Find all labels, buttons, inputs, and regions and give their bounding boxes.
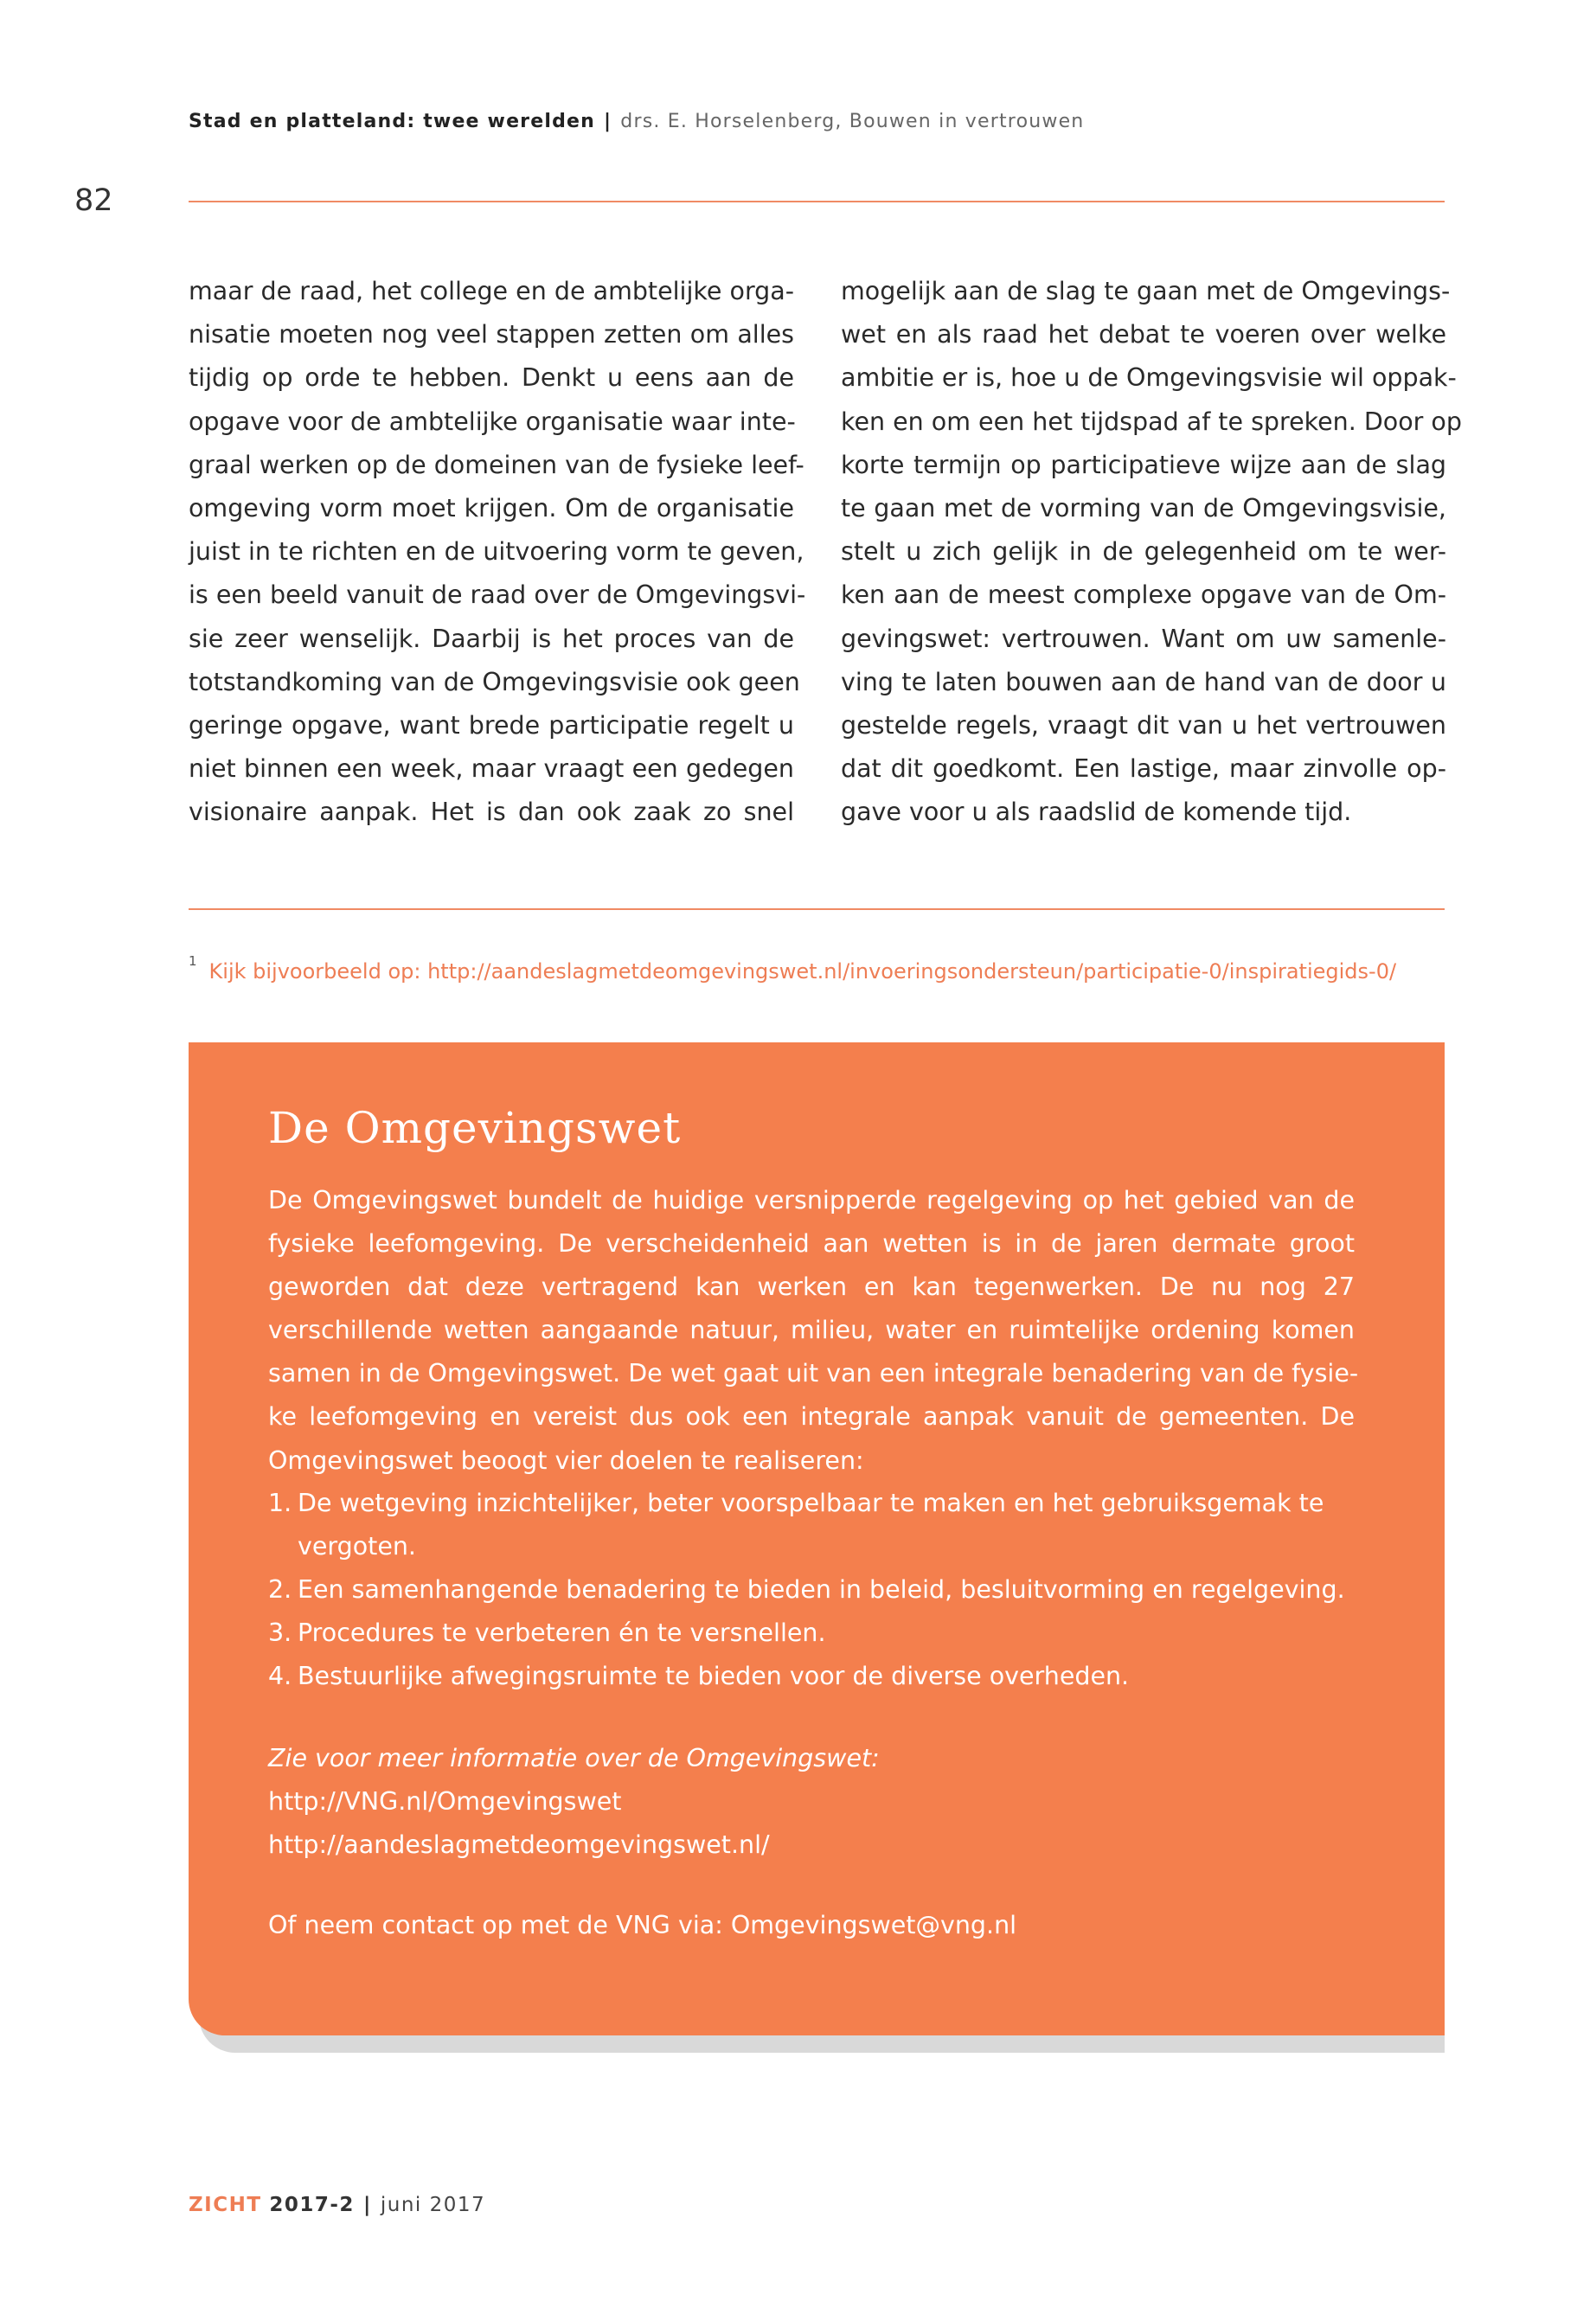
list-number: 3. bbox=[268, 1618, 292, 1648]
info-box bbox=[189, 1042, 1445, 2035]
left-line: visionaire aanpak. Het is dan ook zaak zo snel bbox=[189, 798, 794, 827]
footnote-rule bbox=[189, 908, 1445, 910]
list-text: De wetgeving inzichtelijker, beter voorspelbaar te maken en het gebruiksgemak te bbox=[298, 1489, 1324, 1517]
header-series: Stad en platteland: twee werelden bbox=[189, 111, 596, 132]
left-line: geringe opgave, want brede participatie regelt u bbox=[189, 711, 794, 740]
top-rule bbox=[189, 201, 1445, 202]
contact-line: Of neem contact op met de VNG via: Omgevingswet@vng.nl bbox=[268, 1911, 1017, 1939]
right-line: mogelijk aan de slag te gaan met de Omgevings- bbox=[841, 277, 1451, 305]
right-line: dat dit goedkomt. Een lastige, maar zinvolle op- bbox=[841, 754, 1446, 784]
box-body-line: De Omgevingswet bundelt de huidige versnipperde regelgeving op het gebied van de bbox=[268, 1186, 1355, 1215]
right-line: korte termijn op participatieve wijze aan de slag bbox=[841, 450, 1446, 479]
footnote-marker: 1 bbox=[189, 953, 197, 969]
left-line: nisatie moeten nog veel stappen zetten om alles bbox=[189, 320, 794, 349]
left-line: opgave voor de ambtelijke organisatie waar inte- bbox=[189, 407, 796, 436]
info-box-title: De Omgevingswet bbox=[268, 1103, 682, 1153]
right-line: wet en als raad het debat te voeren over welke bbox=[841, 320, 1446, 349]
page-number: 82 bbox=[74, 183, 113, 218]
footer-issue: 2017-2 bbox=[269, 2194, 355, 2216]
list-number: 2. bbox=[268, 1575, 292, 1605]
left-line: juist in te richten en de uitvoering vorm te geven, bbox=[189, 537, 804, 567]
footer-separator: | bbox=[362, 2194, 372, 2216]
list-number: 1. bbox=[268, 1489, 292, 1517]
list-text: Procedures te verbeteren én te versnellen. bbox=[298, 1618, 826, 1648]
left-line: sie zeer wenselijk. Daarbij is het proces van de bbox=[189, 624, 794, 653]
list-text-continuation: vergoten. bbox=[298, 1532, 416, 1561]
right-line: gave voor u als raadslid de komende tijd. bbox=[841, 798, 1352, 827]
box-body-line: verschillende wetten aangaande natuur, milieu, water en ruimtelijke ordening komen bbox=[268, 1316, 1355, 1345]
left-line: maar de raad, het college en de ambtelijke orga- bbox=[189, 277, 794, 305]
right-line: stelt u zich gelijk in de gelegenheid om te wer- bbox=[841, 537, 1446, 567]
left-line: tijdig op orde te hebben. Denkt u eens aan de bbox=[189, 363, 794, 393]
omgevingswet-link[interactable]: http://aandeslagmetdeomgevingswet.nl/ bbox=[268, 1830, 770, 1860]
more-info-label: Zie voor meer informatie over de Omgevingswet: bbox=[268, 1744, 880, 1772]
more-info bbox=[268, 1737, 880, 1867]
left-line: graal werken op de domeinen van de fysieke leef- bbox=[189, 450, 804, 479]
vng-link[interactable]: http://VNG.nl/Omgevingswet bbox=[268, 1787, 622, 1817]
left-column bbox=[189, 270, 806, 835]
right-column bbox=[841, 270, 1462, 835]
header-author: drs. E. Horselenberg, Bouwen in vertrouwen bbox=[620, 111, 1085, 132]
list-text: Bestuurlijke afwegingsruimte te bieden voor de diverse overheden. bbox=[298, 1662, 1130, 1691]
box-body-line: ke leefomgeving en vereist dus ook een integrale aanpak vanuit de gemeenten. De bbox=[268, 1402, 1355, 1432]
left-line: niet binnen een week, maar vraagt een gedegen bbox=[189, 754, 794, 784]
list-text: Een samenhangende benadering te bieden in beleid, besluitvorming en regelgeving. bbox=[298, 1575, 1345, 1605]
left-line: totstandkoming van de Omgevingsvisie ook geen bbox=[189, 667, 800, 696]
right-line: te gaan met de vorming van de Omgevingsvisie, bbox=[841, 494, 1446, 523]
right-line: gevingswet: vertrouwen. Want om uw samenle- bbox=[841, 624, 1446, 653]
list-item bbox=[268, 1612, 1355, 1655]
right-line: ambitie er is, hoe u de Omgevingsvisie wil oppak- bbox=[841, 363, 1457, 393]
box-body-line: fysieke leefomgeving. De verscheidenheid aan wetten is in de jaren dermate groot bbox=[268, 1229, 1355, 1259]
footer-magazine: ZICHT bbox=[189, 2194, 262, 2216]
right-line: ken en om een het tijdspad af te spreken. Door op bbox=[841, 407, 1462, 436]
footer bbox=[189, 2194, 485, 2216]
info-box-body bbox=[268, 1179, 1359, 1483]
list-item bbox=[268, 1568, 1355, 1612]
list-item bbox=[268, 1482, 1355, 1525]
list-item bbox=[268, 1655, 1355, 1698]
list-number: 4. bbox=[268, 1662, 292, 1691]
left-line: is een beeld vanuit de raad over de Omgevingsvi- bbox=[189, 580, 806, 610]
right-line: ken aan de meest complexe opgave van de Om- bbox=[841, 580, 1446, 610]
box-body-line: samen in de Omgevingswet. De wet gaat uit van een integrale benadering van de fysie- bbox=[268, 1359, 1359, 1388]
footnote-text[interactable]: Kijk bijvoorbeeld op: http://aandeslagmetdeomgevingswet.nl/invoeringsondersteun/participatie-0/inspiratiegids-0/ bbox=[208, 959, 1397, 984]
running-head bbox=[189, 111, 1084, 132]
right-line: ving te laten bouwen aan de hand van de door u bbox=[841, 667, 1446, 696]
footnote bbox=[189, 953, 1397, 984]
header-separator: | bbox=[604, 111, 612, 132]
right-line: gestelde regels, vraagt dit van u het vertrouwen bbox=[841, 711, 1446, 740]
box-body-line: Omgevingswet beoogt vier doelen te realiseren: bbox=[268, 1445, 864, 1475]
footer-date: juni 2017 bbox=[380, 2194, 486, 2216]
box-body-line: geworden dat deze vertragend kan werken en kan tegenwerken. De nu nog 27 bbox=[268, 1272, 1355, 1302]
left-line: omgeving vorm moet krijgen. Om de organisatie bbox=[189, 494, 794, 523]
goals-list bbox=[268, 1482, 1355, 1698]
